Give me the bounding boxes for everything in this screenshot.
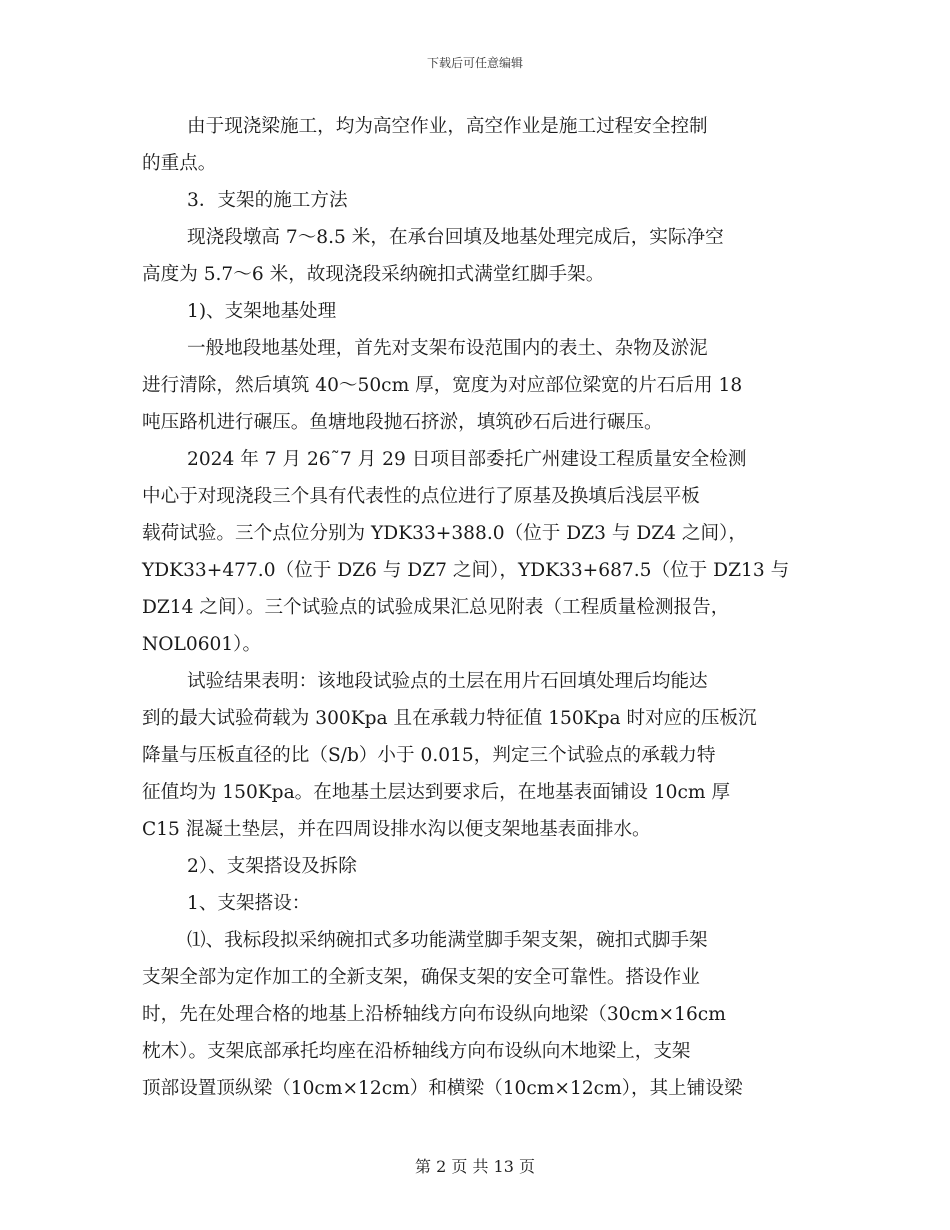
text-line: 支架全部为定作加工的全新支架，确保支架的安全可靠性。搭设作业 bbox=[142, 967, 700, 988]
text-line: 的重点。 bbox=[142, 153, 217, 174]
text-line: 试验结果表明：该地段试验点的土层在用片石回填处理后均能达 bbox=[187, 671, 708, 692]
text-line: 1、支架搭设： bbox=[187, 893, 311, 914]
text-line: 进行清除，然后填筑 40～50cm 厚，宽度为对应部位梁宽的片石后用 18 bbox=[142, 375, 743, 396]
text-line: 吨压路机进行碾压。鱼塘地段抛石挤淤，填筑砂石后进行碾压。 bbox=[142, 412, 663, 433]
text-line: 到的最大试验荷载为 300Kpa 且在承载力特征值 150Kpa 时对应的压板沉 bbox=[142, 708, 757, 729]
text-line: 2024 年 7 月 26˜7 月 29 日项目部委托广州建设工程质量安全检测 bbox=[187, 449, 747, 470]
text-line: 征值均为 150Kpa。在地基土层达到要求后，在地基表面铺设 10cm 厚 bbox=[142, 782, 731, 803]
text-line: 枕木）。支架底部承托均座在沿桥轴线方向布设纵向木地梁上，支架 bbox=[142, 1041, 691, 1062]
text-line: 2）、支架搭设及拆除 bbox=[187, 856, 357, 877]
page-footer: 第 2 页 共 13 页 bbox=[415, 1157, 535, 1176]
document-body bbox=[142, 108, 810, 1107]
text-line: NOL0601）。 bbox=[142, 634, 262, 655]
text-line: 一般地段地基处理，首先对支架布设范围内的表土、杂物及淤泥 bbox=[187, 338, 708, 359]
text-line: 由于现浇梁施工，均为高空作业，高空作业是施工过程安全控制 bbox=[187, 116, 708, 137]
text-line: 1)、支架地基处理 bbox=[187, 301, 337, 322]
text-line: 现浇段墩高 7～8.5 米，在承台回填及地基处理完成后，实际净空 bbox=[187, 227, 724, 248]
text-line: C15 混凝土垫层，并在四周设排水沟以便支架地基表面排水。 bbox=[142, 819, 651, 840]
text-line: 载荷试验。三个点位分别为 YDK33+388.0（位于 DZ3 与 DZ4 之间）， bbox=[142, 523, 747, 544]
text-line: ⑴、我标段拟采纳碗扣式多功能满堂脚手架支架，碗扣式脚手架 bbox=[187, 930, 708, 951]
text-line: DZ14 之间）。三个试验点的试验成果汇总见附表（工程质量检测报告， bbox=[142, 597, 730, 618]
page-header: 下载后可任意编辑 bbox=[426, 56, 523, 70]
text-line: 顶部设置顶纵梁（10cm×12cm）和横梁（10cm×12cm），其上铺设梁 bbox=[142, 1078, 743, 1099]
text-line: 时，先在处理合格的地基上沿桥轴线方向布设纵向地梁（30cm×16cm bbox=[142, 1004, 726, 1025]
text-line: YDK33+477.0（位于 DZ6 与 DZ7 之间），YDK33+687.5（位于 DZ13 与 bbox=[142, 560, 790, 581]
text-line: 降量与压板直径的比（S/b）小于 0.015，判定三个试验点的承载力特 bbox=[142, 745, 716, 766]
text-line: 中心于对现浇段三个具有代表性的点位进行了原基及换填后浅层平板 bbox=[142, 486, 700, 507]
text-line: 高度为 5.7～6 米，故现浇段采纳碗扣式满堂红脚手架。 bbox=[142, 264, 605, 285]
text-line: 3．支架的施工方法 bbox=[187, 190, 348, 211]
